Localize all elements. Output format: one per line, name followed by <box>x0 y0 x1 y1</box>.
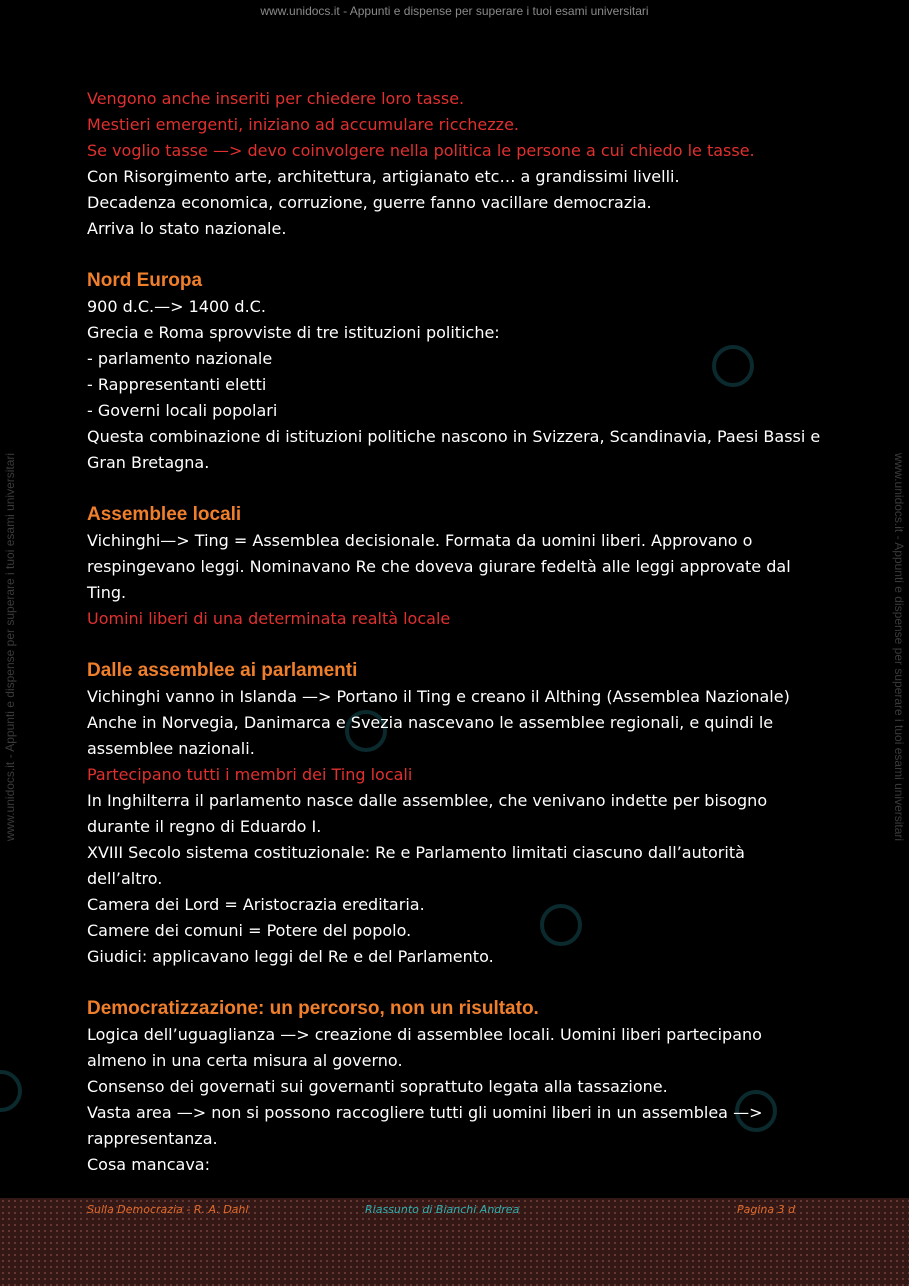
highlighted-text-line: Vengono anche inseriti per chiedere loro tasse. <box>87 89 465 108</box>
text-line: Vichinghi vanno in Islanda —> Portano il Ting e creano il Althing (Assemblea Nazionale) <box>87 687 790 706</box>
highlighted-text-line: Uomini liberi di una determinata realtà locale <box>87 609 451 628</box>
text-line: Consenso dei governati sui governanti soprattuto legata alla tassazione. <box>87 1077 668 1096</box>
text-line: assemblee nazionali. <box>87 739 255 758</box>
text-line: respingevano leggi. Nominavano Re che doveva giurare fedeltà alle leggi approvate dal <box>87 557 791 576</box>
section-heading: Dalle assemblee ai parlamenti <box>87 660 358 681</box>
text-line: Camera dei Lord = Aristocrazia ereditaria. <box>87 895 425 914</box>
text-line: Anche in Norvegia, Danimarca e Svezia nascevano le assemblee regionali, e quindi le <box>87 713 774 732</box>
section-heading: Democratizzazione: un percorso, non un risultato. <box>87 998 539 1019</box>
footer-author: Riassunto di Bianchi Andrea <box>365 1203 520 1216</box>
highlighted-text-line: Partecipano tutti i membri dei Ting locali <box>87 765 413 784</box>
text-line: 900 d.C.—> 1400 d.C. <box>87 297 266 316</box>
highlighted-text-line: Se voglio tasse —> devo coinvolgere nella politica le persone a cui chiedo le tasse. <box>87 141 755 160</box>
text-line: almeno in una certa misura al governo. <box>87 1051 403 1070</box>
text-line: Cosa mancava: <box>87 1155 210 1174</box>
top-watermark-banner: www.unidocs.it - Appunti e dispense per superare i tuoi esami universitari <box>260 4 649 18</box>
text-line: XVIII Secolo sistema costituzionale: Re e Parlamento limitati ciascuno dall’autorità <box>87 843 745 862</box>
footer-page-number: Pagina 3 d <box>737 1203 796 1216</box>
paragraph-gap <box>87 476 827 502</box>
text-line: Decadenza economica, corruzione, guerre fanno vacillare democrazia. <box>87 193 652 212</box>
text-line: Ting. <box>87 583 127 602</box>
left-side-watermark: www.unidocs.it - Appunti e dispense per superare i tuoi esami universitari <box>3 452 17 842</box>
text-line: Logica dell’uguaglianza —> creazione di assemblee locali. Uomini liberi partecipano <box>87 1025 762 1044</box>
text-line: Giudici: applicavano leggi del Re e del Parlamento. <box>87 947 494 966</box>
text-line: In Inghilterra il parlamento nasce dalle assemblee, che venivano indette per bisogno <box>87 791 768 810</box>
text-line: rappresentanza. <box>87 1129 218 1148</box>
paragraph-gap <box>87 970 827 996</box>
text-line: Arriva lo stato nazionale. <box>87 219 287 238</box>
section-heading: Nord Europa <box>87 270 203 291</box>
text-line: - parlamento nazionale <box>87 349 273 368</box>
text-line: Questa combinazione di istituzioni politiche nascono in Svizzera, Scandinavia, Paesi Bassi e <box>87 427 821 446</box>
text-line: Vichinghi—> Ting = Assemblea decisionale. Formata da uomini liberi. Approvano o <box>87 531 753 550</box>
right-side-watermark: www.unidocs.it - Appunti e dispense per superare i tuoi esami universitari <box>892 452 906 842</box>
text-line: - Governi locali popolari <box>87 401 278 420</box>
text-line: Grecia e Roma sprovviste di tre istituzioni politiche: <box>87 323 500 342</box>
paragraph-gap <box>87 632 827 658</box>
text-line: durante il regno di Eduardo I. <box>87 817 322 836</box>
watermark-logo-icon <box>0 1070 22 1112</box>
footer-book-title: Sulla Democrazia - R. A. Dahl <box>87 1203 249 1216</box>
highlighted-text-line: Mestieri emergenti, iniziano ad accumulare ricchezze. <box>87 115 519 134</box>
text-line: dell’altro. <box>87 869 163 888</box>
text-line: Con Risorgimento arte, architettura, artigianato etc… a grandissimi livelli. <box>87 167 680 186</box>
text-line: Gran Bretagna. <box>87 453 210 472</box>
paragraph-gap <box>87 242 827 268</box>
section-heading: Assemblee locali <box>87 504 242 525</box>
text-line: Vasta area —> non si possono raccogliere tutti gli uomini liberi in un assemblea —> <box>87 1103 763 1122</box>
text-line: - Rappresentanti eletti <box>87 375 267 394</box>
document-body <box>87 86 827 1178</box>
text-line: Camere dei comuni = Potere del popolo. <box>87 921 412 940</box>
